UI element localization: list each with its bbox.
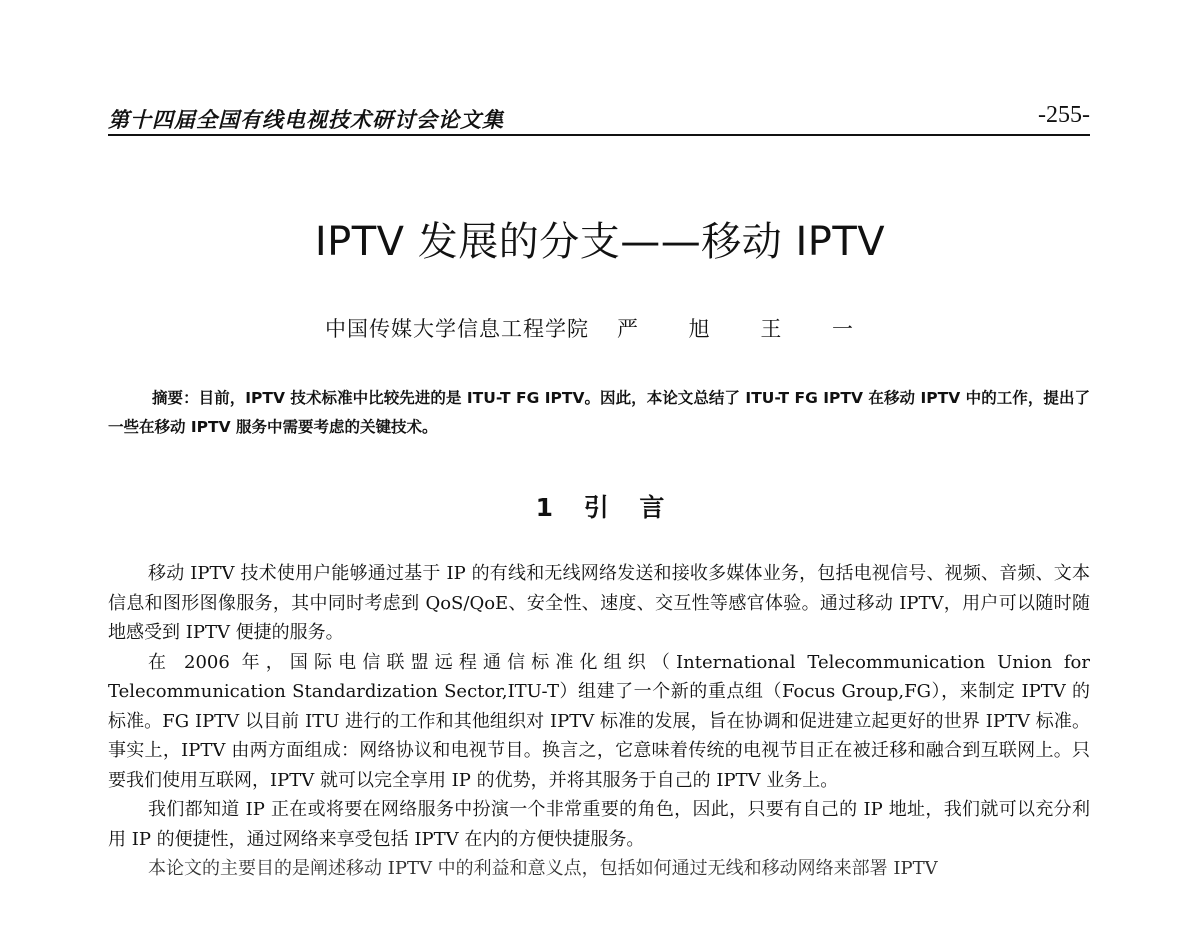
author-line	[0, 313, 1200, 343]
author-names: 严 旭 王 一	[616, 317, 876, 341]
body-paragraph: 移动 IPTV 技术使用户能够通过基于 IP 的有线和无线网络发送和接收多媒体业务，包括电视信号、视频、音频、文本信息和图形图像服务，其中同时考虑到 QoS/QoE、安全性、速度、交互性等感官体验。通过移动 IPTV，用户可以随时随地感受到 IPTV 便捷的服务。	[108, 563, 1090, 643]
body-paragraph-truncated: 本论文的主要目的是阐述移动 IPTV 中的利益和意义点，包括如何通过无线和移动网络来部署 IPTV	[148, 858, 938, 879]
body-paragraph: 我们都知道 IP 正在或将要在网络服务中扮演一个非常重要的角色，因此，只要有自己的 IP 地址，我们就可以充分利用 IP 的便捷性，通过网络来享受包括 IPTV 在内的方便快捷服务。	[108, 799, 1090, 850]
abstract: 摘要：目前，IPTV 技术标准中比较先进的是 ITU-T FG IPTV。因此，本论文总结了 ITU-T FG IPTV 在移动 IPTV 中的工作，提出了一些在移动 IPTV 服务中需要考虑的关键技术。	[108, 389, 1090, 436]
journal-name: 第十四届全国有线电视技术研讨会论文集	[108, 107, 504, 132]
body-text	[108, 559, 1090, 883]
paper-title: IPTV 发展的分支——移动 IPTV	[314, 219, 886, 265]
body-paragraph: 在 2006 年，国际电信联盟远程通信标准化组织（International Telecommunication Union for Telecommunication Standardization Sector,ITU-T）组建了一个新的重点组（Focus Group,FG），来制定 IPTV 的标准。FG IPTV 以目前 ITU 进行的工作和其他组织对 IPTV 标准的发展，旨在协调和促进建立起更好的世界 IPTV 标准。事实上，IPTV 由两方面组成：网络协议和电视节目。换言之，它意味着传统的电视节目正在被迁移和融合到互联网上。只要我们使用互联网，IPTV 就可以完全享用 IP 的优势，并将其服务于自己的 IPTV 业务上。	[108, 651, 1090, 791]
running-header	[108, 100, 1090, 136]
page-number: -255-	[1038, 102, 1090, 128]
section-heading: 1 引 言	[535, 493, 665, 522]
author-affiliation: 中国传媒大学信息工程学院	[324, 317, 589, 341]
